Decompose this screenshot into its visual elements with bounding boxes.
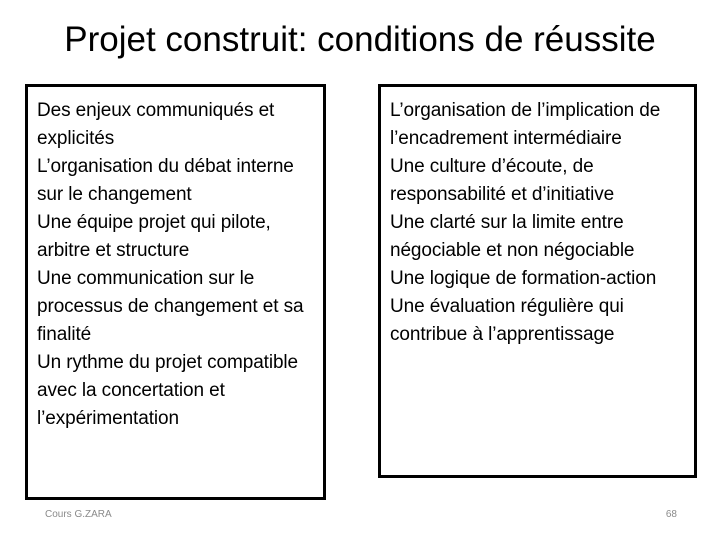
left-condition-3: Une équipe projet qui pilote, arbitre et structure: [37, 212, 271, 261]
left-condition-5: Un rythme du projet compatible avec la concertation et l’expérimentation: [37, 352, 299, 429]
right-conditions-box: [378, 84, 697, 478]
slide-title: Projet construit: conditions de réussite: [64, 20, 656, 59]
footer-author: Cours G.ZARA: [45, 509, 112, 520]
left-conditions-box: [25, 84, 326, 500]
page-number: 68: [665, 509, 677, 520]
right-condition-3: Une clarté sur la limite entre négociable et non négociable: [390, 212, 635, 261]
left-condition-2: L’organisation du débat interne sur le changement: [37, 156, 294, 205]
left-condition-4: Une communication sur le processus de changement et sa finalité: [37, 268, 304, 345]
right-condition-5: Une évaluation régulière qui contribue à l’apprentissage: [390, 296, 624, 345]
left-condition-1: Des enjeux communiqués et explicités: [37, 100, 275, 149]
right-condition-2: Une culture d’écoute, de responsabilité et d’initiative: [390, 156, 615, 205]
right-condition-1: L’organisation de l’implication de l’encadrement intermédiaire: [390, 100, 661, 149]
right-condition-4: Une logique de formation-action: [390, 268, 657, 289]
